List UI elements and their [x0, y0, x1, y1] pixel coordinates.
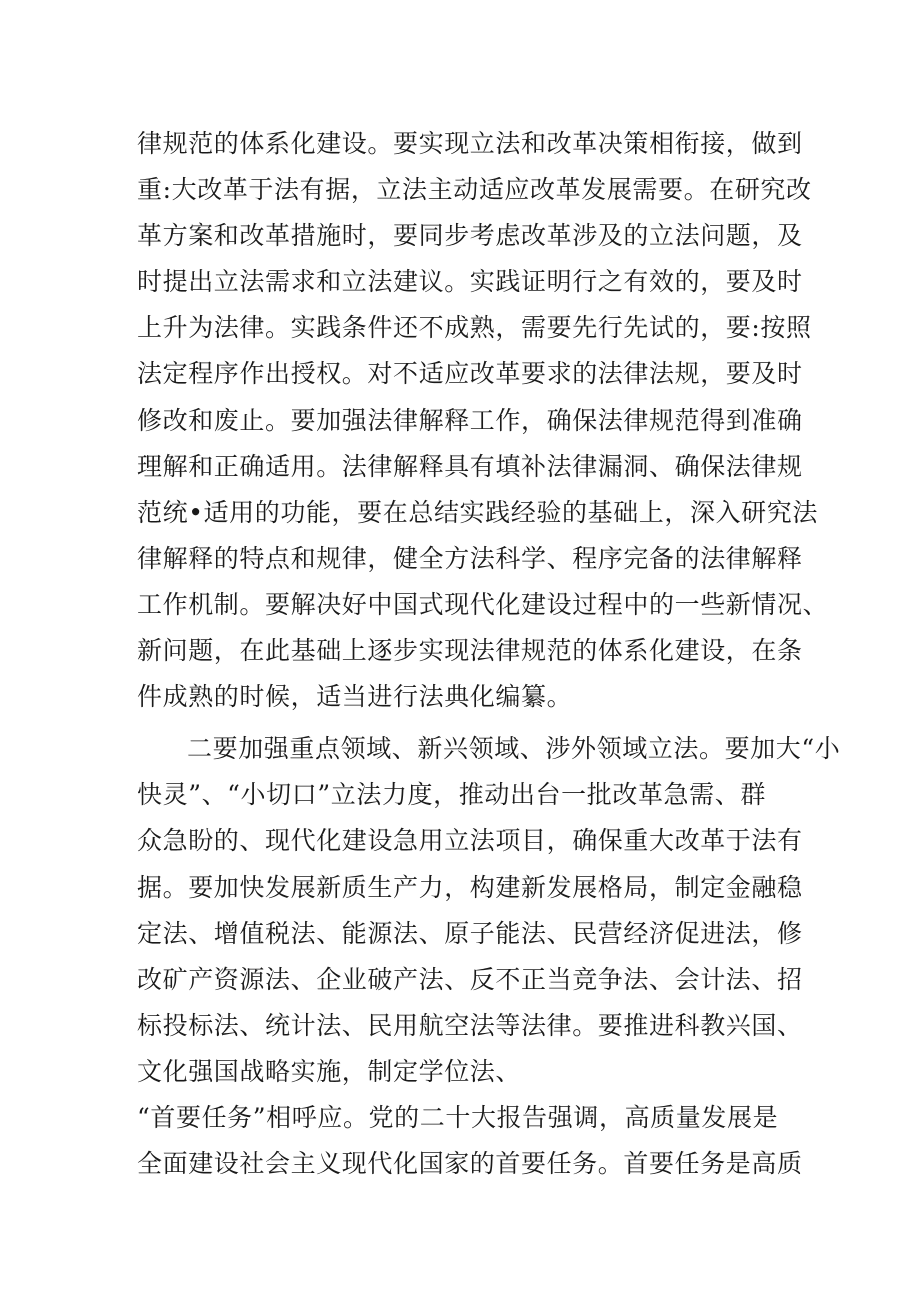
text-line: 据。要加快发展新质生产力，构建新发展格局，制定金融稳	[137, 872, 803, 902]
text-line: 律规范的体系化建设。要实现立法和改革决策相衔接，做到	[137, 129, 803, 158]
text-line: 时提出立法需求和立法建议。实践证明行之有效的，要及时	[137, 267, 803, 297]
text-line: 律解释的特点和规律，健全方法科学、程序完备的法律解释	[137, 543, 803, 573]
text-line: 改矿产资源法、企业破产法、反不正当竞争法、会计法、招	[137, 964, 803, 994]
text-line: 标投标法、统计法、民用航空法等法律。要推进科教兴国、	[137, 1010, 803, 1040]
text-line: “首要任务”相呼应。党的二十大报告强调，高质量发展是	[137, 1102, 779, 1132]
paragraph-3	[137, 1095, 807, 1187]
text-line: 定法、增值税法、能源法、原子能法、民营经济促进法，修	[137, 918, 803, 948]
text-line: 法定程序作出授权。对不适应改革要求的法律法规，要及时	[137, 359, 803, 389]
text-line: 理解和正确适用。法律解释具有填补法律漏洞、确保法律规	[137, 451, 803, 481]
text-line: 文化强国战略实施，制定学位法、	[137, 1056, 522, 1086]
document-body	[137, 121, 841, 1187]
text-line: 新问题，在此基础上逐步实现法律规范的体系化建设，在条	[137, 636, 803, 666]
text-line: 全面建设社会主义现代化国家的首要任务。首要任务是高质	[137, 1149, 803, 1179]
paragraph-2	[137, 726, 841, 1095]
text-line: 众急盼的、现代化建设急用立法项目，确保重大改革于法有	[137, 826, 803, 856]
text-line: 范统•适用的功能，要在总结实践经验的基础上，深入研究法	[137, 497, 818, 527]
text-line: 革方案和改革措施时，要同步考虑改革涉及的立法问题，及	[137, 221, 803, 251]
text-line: 工作机制。要解决好中国式现代化建设过程中的一些新情况、	[137, 589, 829, 619]
text-line: 上升为法律。实践条件还不成熟，需要先行先试的，要:按照	[137, 313, 812, 343]
paragraph-1	[137, 121, 829, 720]
text-line: 重:大改革于法有据，立法主动适应改革发展需要。在研究改	[137, 175, 812, 205]
text-line: 快灵”、“小切口”立法力度，推动出台一批改革急需、群	[137, 780, 766, 810]
text-line: 修改和废止。要加强法律解释工作，确保法律规范得到准确	[137, 405, 803, 435]
text-line-indented: 二要加强重点领域、新兴领域、涉外领域立法。要加大“小	[187, 734, 841, 764]
text-line: 件成熟的时候，适当进行法典化编纂。	[137, 682, 573, 712]
